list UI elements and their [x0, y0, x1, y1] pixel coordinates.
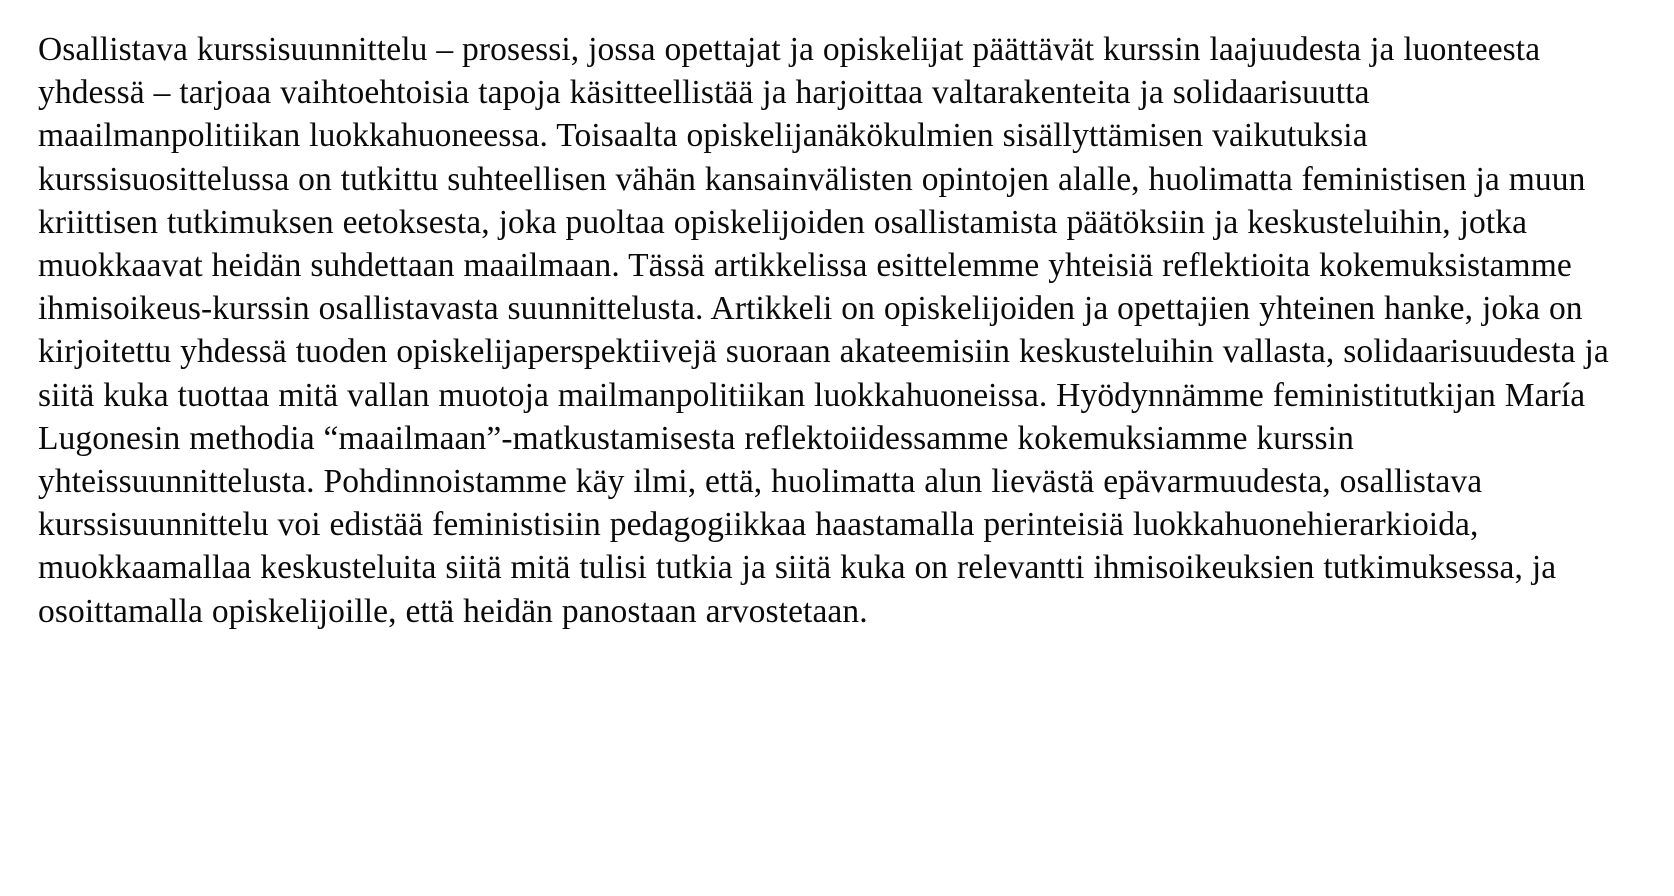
abstract-paragraph: Osallistava kurssisuunnittelu – prosessi, jossa opettajat ja opiskelijat päättävät kurssin laajuudesta ja luonteesta yhdessä – tarjoaa vaihtoehtoisia tapoja käsitteellistää ja harjoittaa valtarakenteita ja solidaarisuutta maailmanpolitiikan luokkahuoneessa. Toisaalta opiskelijanäkökulmien sisällyttämisen vaikutuksia kurssisuosittelussa on tutkittu suhteellisen vähän kansainvälisten opintojen alalle, huolimatta feministisen ja muun kriittisen tutkimuksen eetoksesta, joka puoltaa opiskelijoiden osallistamista päätöksiin ja keskusteluihin, jotka muokkaavat heidän suhdettaan maailmaan. Tässä artikkelissa esittelemme yhteisiä reflektioita kokemuksistamme ihmisoikeus-kurssin osallistavasta suunnittelusta. Artikkeli on opiskelijoiden ja opettajien yhteinen hanke, joka on kirjoitettu yhdessä tuoden opiskelijaperspektiivejä suoraan akateemisiin keskusteluihin vallasta, solidaarisuudesta ja siitä kuka tuottaa mitä vallan muotoja mailmanpolitiikan luokkahuoneissa. Hyödynnämme feministitutkijan María Lugonesin methodia “maailmaan”-matkustamisesta reflektoiidessamme kokemuksiamme kurssin yhteissuunnittelusta. Pohdinnoistamme käy ilmi, että, huolimatta alun lievästä epävarmuudesta, osallistava kurssisuunnittelu voi edistää feministisiin pedagogiikkaa haastamalla perinteisiä luokkahuonehierarkioida, muokkaamallaa keskusteluita siitä mitä tulisi tutkia ja siitä kuka on relevantti ihmisoikeuksien tutkimuksessa, ja osoittamalla opiskelijoille, että heidän panostaan arvostetaan.: [38, 31, 1618, 630]
